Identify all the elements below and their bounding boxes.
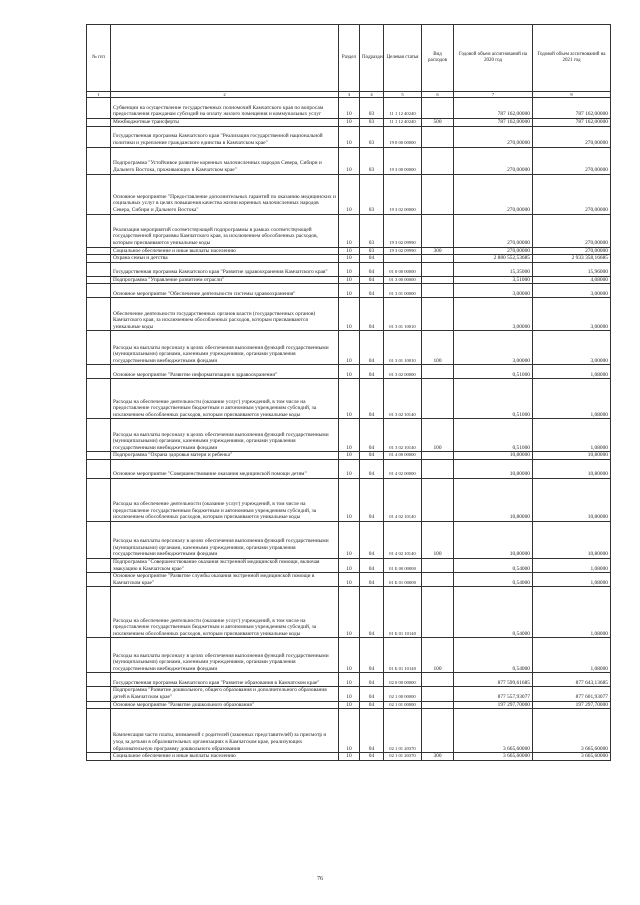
row-podrazdel: 04	[360, 521, 384, 558]
row-target-article: 19 3 02 09990	[384, 214, 422, 247]
row-amount-2020: 270,00000	[454, 126, 533, 147]
row-expense-type	[422, 459, 454, 478]
row-amount-2020: 2 880 552,53685	[454, 255, 533, 263]
row-expense-type: 300	[422, 753, 454, 761]
row-podrazdel: 03	[360, 214, 384, 247]
row-num	[87, 126, 111, 147]
row-target-article: 02 1 01 00000	[384, 701, 422, 709]
row-num	[87, 298, 111, 331]
row-amount-2021: 877 643,13685	[533, 673, 611, 687]
row-podrazdel: 03	[360, 119, 384, 127]
row-razdel: 10	[339, 587, 360, 638]
row-num	[87, 98, 111, 119]
row-razdel: 10	[339, 452, 360, 460]
row-podrazdel: 04	[360, 558, 384, 572]
row-razdel: 10	[339, 255, 360, 263]
row-expense-type	[422, 276, 454, 284]
row-amount-2021: 877 601,93077	[533, 687, 611, 701]
table-row	[87, 701, 611, 709]
table-row	[87, 573, 611, 587]
row-target-article: 01 4 02 10140	[384, 521, 422, 558]
row-razdel: 10	[339, 147, 360, 174]
row-num	[87, 521, 111, 558]
row-razdel: 10	[339, 119, 360, 127]
column-number: 6	[422, 92, 454, 98]
row-name: Подпрограмма "Охрана здоровья матери и ребенка"	[111, 452, 339, 460]
row-name: Охрана семьи и детства	[111, 255, 339, 263]
row-amount-2020: 10,80000	[454, 521, 533, 558]
row-num	[87, 701, 111, 709]
row-target-article: 01 Б 01 10140	[384, 587, 422, 638]
row-amount-2021: 10,80000	[533, 452, 611, 460]
row-amount-2021: 270,00000	[533, 147, 611, 174]
row-name: Основное мероприятие "Обеспечение деятельности системы здравоохранения"	[111, 284, 339, 298]
row-amount-2020: 787 162,00000	[454, 119, 533, 127]
row-num	[87, 638, 111, 673]
column-number: 3	[339, 92, 360, 98]
row-amount-2020: 3,51000	[454, 276, 533, 284]
row-expense-type: 100	[422, 419, 454, 452]
row-name: Реализация мероприятий соответствующей подпрограммы в рамках соответствующей государственной программы Камчатского края, за исключением обособленных расходов, которым присваиваются уникальные коды	[111, 214, 339, 247]
row-name: Расходы на обеспечение деятельности (оказание услуг) учреждений, в том числе на предоставление государственным бюджетным и автономным учреждениям субсидий, за исключением обособленных расходов, которым присваиваются уникальные коды	[111, 587, 339, 638]
row-amount-2021: 1,08000	[533, 558, 611, 572]
row-name: Государственная программа Камчатского края "Развитие здравоохранения Камчатского края"	[111, 262, 339, 276]
row-razdel: 10	[339, 478, 360, 521]
row-podrazdel: 04	[360, 262, 384, 276]
row-razdel: 10	[339, 298, 360, 331]
table-row	[87, 673, 611, 687]
row-num	[87, 284, 111, 298]
row-razdel: 10	[339, 331, 360, 365]
row-razdel: 10	[339, 701, 360, 709]
row-razdel: 10	[339, 673, 360, 687]
table-row	[87, 587, 611, 638]
row-amount-2020: 0,54000	[454, 638, 533, 673]
row-podrazdel: 03	[360, 247, 384, 255]
row-name: Компенсация части платы, взимаемой с родителей (законных представителей) за присмотр и уход за детьми в образовательных организациях в Камчатском крае, реализующих образовательную программу дошкольного образования	[111, 709, 339, 753]
row-podrazdel: 04	[360, 331, 384, 365]
row-podrazdel: 04	[360, 379, 384, 419]
row-target-article: 02 1 01 20370	[384, 753, 422, 761]
row-target-article: 01 0 00 00000	[384, 262, 422, 276]
table-row	[87, 478, 611, 521]
row-amount-2020: 0,51000	[454, 365, 533, 379]
row-amount-2020: 0,51000	[454, 419, 533, 452]
header-row	[87, 25, 611, 92]
row-razdel: 10	[339, 419, 360, 452]
row-amount-2021: 270,00000	[533, 214, 611, 247]
row-amount-2021: 4,08000	[533, 276, 611, 284]
row-name: Расходы на выплаты персоналу в целях обеспечения выполнения функций государственными (муниципальными) органами, казенными учреждениями, органами управления государственными внебюджетными фондами	[111, 419, 339, 452]
row-target-article: 19 0 00 00000	[384, 126, 422, 147]
header-target-article: Целевая статья	[384, 25, 422, 92]
row-razdel: 10	[339, 365, 360, 379]
row-target-article: 19 3 02 00000	[384, 174, 422, 214]
row-name: Основное мероприятие "Развитие информатизации в здравоохранении"	[111, 365, 339, 379]
row-amount-2021: 3,00000	[533, 298, 611, 331]
column-number: 8	[533, 92, 611, 98]
table-row	[87, 126, 611, 147]
header-podrazdel: Подраздел	[360, 25, 384, 92]
row-razdel: 10	[339, 284, 360, 298]
row-num	[87, 276, 111, 284]
column-number: 5	[384, 92, 422, 98]
row-name: Основное мероприятие "Совершенствование оказания медицинской помощи детям"	[111, 459, 339, 478]
row-amount-2021: 3,00000	[533, 331, 611, 365]
row-expense-type	[422, 452, 454, 460]
row-podrazdel: 03	[360, 147, 384, 174]
row-amount-2021: 1,08000	[533, 379, 611, 419]
row-target-article: 01 4 02 00000	[384, 459, 422, 478]
row-target-article: 19 3 02 09990	[384, 247, 422, 255]
row-amount-2020: 0,54000	[454, 573, 533, 587]
row-expense-type: 100	[422, 331, 454, 365]
row-num	[87, 673, 111, 687]
row-amount-2021: 1,08000	[533, 587, 611, 638]
row-target-article: 01 3 02 00000	[384, 365, 422, 379]
row-podrazdel: 04	[360, 298, 384, 331]
row-target-article: 01 4 00 00000	[384, 452, 422, 460]
row-razdel: 10	[339, 521, 360, 558]
row-num	[87, 709, 111, 753]
row-target-article: 02 1 01 20370	[384, 709, 422, 753]
row-expense-type	[422, 365, 454, 379]
table-row	[87, 119, 611, 127]
row-amount-2021: 270,00000	[533, 126, 611, 147]
row-num	[87, 687, 111, 701]
table-row	[87, 98, 611, 119]
header-razdel: Раздел	[339, 25, 360, 92]
row-name: Подпрограмма "Управление развитием отрасли"	[111, 276, 339, 284]
row-amount-2020: 197 297,70000	[454, 701, 533, 709]
row-target-article: 02 0 00 00000	[384, 673, 422, 687]
table-row	[87, 709, 611, 753]
table-row	[87, 558, 611, 572]
row-num	[87, 262, 111, 276]
row-target-article: 01 3 02 10140	[384, 379, 422, 419]
table-row	[87, 247, 611, 255]
row-amount-2020: 877 557,93077	[454, 687, 533, 701]
table-row	[87, 284, 611, 298]
row-num	[87, 753, 111, 761]
table-row	[87, 687, 611, 701]
table-row	[87, 147, 611, 174]
table-row	[87, 276, 611, 284]
row-podrazdel: 03	[360, 126, 384, 147]
row-amount-2020: 0,51000	[454, 379, 533, 419]
row-target-article: 01 4 02 10140	[384, 478, 422, 521]
row-amount-2021: 3 665,60000	[533, 709, 611, 753]
row-amount-2021: 10,80000	[533, 478, 611, 521]
row-expense-type	[422, 284, 454, 298]
row-podrazdel: 04	[360, 276, 384, 284]
row-amount-2020: 3,00000	[454, 298, 533, 331]
row-expense-type: 300	[422, 247, 454, 255]
table-row	[87, 298, 611, 331]
table-row	[87, 214, 611, 247]
row-razdel: 10	[339, 558, 360, 572]
row-razdel: 10	[339, 709, 360, 753]
row-amount-2020: 3 665,60000	[454, 709, 533, 753]
budget-sheet	[86, 24, 610, 761]
row-razdel: 10	[339, 753, 360, 761]
row-amount-2021: 787 162,00000	[533, 119, 611, 127]
row-target-article: 01 3 01 00000	[384, 284, 422, 298]
row-target-article: 01 Б 01 10140	[384, 638, 422, 673]
row-razdel: 10	[339, 247, 360, 255]
row-expense-type	[422, 255, 454, 263]
row-name: Государственная программа Камчатского края "Развитие образования в Камчатском крае"	[111, 673, 339, 687]
table-row	[87, 331, 611, 365]
row-expense-type	[422, 709, 454, 753]
row-name: Расходы на выплаты персоналу в целях обеспечения выполнения функций государственными (муниципальными) органами, казенными учреждениями, органами управления государственными внебюджетными фондами	[111, 521, 339, 558]
column-number: 7	[454, 92, 533, 98]
row-podrazdel: 04	[360, 638, 384, 673]
header-amount-2021: Годовой объем ассигнований на 2021 год	[533, 25, 611, 92]
table-body	[87, 92, 611, 761]
row-amount-2020: 3 665,60000	[454, 753, 533, 761]
table-row	[87, 255, 611, 263]
row-num	[87, 379, 111, 419]
table-row	[87, 262, 611, 276]
row-amount-2021: 1,08000	[533, 638, 611, 673]
row-target-article: 11 1 12 40240	[384, 119, 422, 127]
row-expense-type	[422, 147, 454, 174]
row-expense-type: 500	[422, 119, 454, 127]
row-name: Расходы на обеспечение деятельности (оказание услуг) учреждений, в том числе на предоставление государственным бюджетным и автономным учреждениям субсидий, за исключением обособленных расходов, которым присваиваются уникальные коды	[111, 478, 339, 521]
row-expense-type	[422, 573, 454, 587]
row-amount-2021: 3,00000	[533, 284, 611, 298]
row-expense-type	[422, 673, 454, 687]
row-target-article: 01 3 01 10010	[384, 298, 422, 331]
row-amount-2020: 3,00000	[454, 331, 533, 365]
row-num	[87, 587, 111, 638]
row-num	[87, 147, 111, 174]
row-razdel: 10	[339, 573, 360, 587]
table-row	[87, 419, 611, 452]
row-amount-2020: 0,54000	[454, 587, 533, 638]
row-name: Социальное обеспечение и иные выплаты населению	[111, 753, 339, 761]
row-target-article: 11 1 12 40240	[384, 98, 422, 119]
row-amount-2020: 15,35000	[454, 262, 533, 276]
table-row	[87, 521, 611, 558]
row-name: Подпрограмма "Развитие дошкольного, общего образования и дополнительного образования детей в Камчатском крае"	[111, 687, 339, 701]
row-num	[87, 255, 111, 263]
table-row	[87, 365, 611, 379]
row-target-article: 19 3 00 00000	[384, 147, 422, 174]
row-amount-2020: 877 599,61685	[454, 673, 533, 687]
column-number: 4	[360, 92, 384, 98]
row-expense-type: 100	[422, 521, 454, 558]
row-name: Подпрограмма "Совершенствование оказания экстренной медицинской помощи, включая эвакуацию в Камчатском крае"	[111, 558, 339, 572]
row-name: Межбюджетные трансферты	[111, 119, 339, 127]
row-name: Расходы на обеспечение деятельности (оказание услуг) учреждений, в том числе на предоставление государственным бюджетным и автономным учреждениям субсидий, за исключением обособленных расходов, которым присваиваются уникальные коды	[111, 379, 339, 419]
table-row	[87, 638, 611, 673]
row-num	[87, 214, 111, 247]
row-name: Социальное обеспечение и иные выплаты населению	[111, 247, 339, 255]
budget-table	[86, 24, 611, 761]
row-target-article: 02 1 00 00000	[384, 687, 422, 701]
row-amount-2020: 10,80000	[454, 452, 533, 460]
row-num	[87, 365, 111, 379]
row-podrazdel: 04	[360, 573, 384, 587]
row-amount-2020: 787 162,00000	[454, 98, 533, 119]
row-expense-type	[422, 379, 454, 419]
row-expense-type: 100	[422, 638, 454, 673]
row-expense-type	[422, 587, 454, 638]
row-num	[87, 331, 111, 365]
row-expense-type	[422, 174, 454, 214]
row-expense-type	[422, 214, 454, 247]
row-name: Основное мероприятие "Развитие дошкольного образования"	[111, 701, 339, 709]
row-expense-type	[422, 701, 454, 709]
row-amount-2021: 1,08000	[533, 573, 611, 587]
table-row	[87, 459, 611, 478]
row-amount-2020: 270,00000	[454, 214, 533, 247]
row-amount-2021: 15,96000	[533, 262, 611, 276]
row-expense-type	[422, 262, 454, 276]
row-amount-2021: 1,08000	[533, 365, 611, 379]
row-podrazdel: 04	[360, 459, 384, 478]
row-amount-2021: 787 162,00000	[533, 98, 611, 119]
row-amount-2020: 3,00000	[454, 284, 533, 298]
row-amount-2021: 2 933 358,16685	[533, 255, 611, 263]
row-amount-2021: 10,80000	[533, 459, 611, 478]
table-row	[87, 452, 611, 460]
row-podrazdel: 03	[360, 98, 384, 119]
row-amount-2020: 270,00000	[454, 247, 533, 255]
row-podrazdel: 04	[360, 701, 384, 709]
row-expense-type	[422, 126, 454, 147]
row-target-article: 01 3 02 10140	[384, 419, 422, 452]
row-num	[87, 558, 111, 572]
row-razdel: 10	[339, 98, 360, 119]
row-expense-type	[422, 298, 454, 331]
row-podrazdel: 04	[360, 587, 384, 638]
table-row	[87, 753, 611, 761]
row-razdel: 10	[339, 276, 360, 284]
row-num	[87, 459, 111, 478]
row-target-article	[384, 255, 422, 263]
header-amount-2020: Годовой объем ассигнований на 2020 год	[454, 25, 533, 92]
row-expense-type	[422, 687, 454, 701]
row-amount-2021: 197 297,70000	[533, 701, 611, 709]
row-razdel: 10	[339, 687, 360, 701]
row-target-article: 01 Б 01 00000	[384, 573, 422, 587]
row-razdel: 10	[339, 214, 360, 247]
row-expense-type	[422, 98, 454, 119]
row-name: Государственная программа Камчатского края "Реализация государственной национальной политики и укрепление гражданского единства в Камчатском крае"	[111, 126, 339, 147]
row-amount-2021: 1,08000	[533, 419, 611, 452]
row-amount-2021: 270,00000	[533, 247, 611, 255]
header-name	[111, 25, 339, 92]
row-expense-type	[422, 558, 454, 572]
row-podrazdel: 04	[360, 673, 384, 687]
row-podrazdel: 04	[360, 687, 384, 701]
row-name: Основное мероприятие "Предоставление дополнительных гарантий по оказанию медицинских и социальных услуг в целях повышения качества жизни коренных малочисленных народов Севера, Сибири и Дальнего Востока"	[111, 174, 339, 214]
row-num	[87, 419, 111, 452]
row-podrazdel: 04	[360, 365, 384, 379]
row-razdel: 10	[339, 174, 360, 214]
row-amount-2020: 0,54000	[454, 558, 533, 572]
row-podrazdel: 04	[360, 284, 384, 298]
row-amount-2020: 270,00000	[454, 147, 533, 174]
row-razdel: 10	[339, 638, 360, 673]
column-number: 2	[111, 92, 339, 98]
row-amount-2021: 3 665,60000	[533, 753, 611, 761]
page-number: 76	[317, 876, 323, 882]
row-num	[87, 247, 111, 255]
row-num	[87, 452, 111, 460]
row-num	[87, 478, 111, 521]
row-num	[87, 174, 111, 214]
row-target-article: 01 3 00 00000	[384, 276, 422, 284]
table-row	[87, 174, 611, 214]
header-expense-type: Вид расходов	[422, 25, 454, 92]
row-name: Субвенции на осуществление государственных полномочий Камчатского края по вопросам предоставления гражданам субсидий на оплату жилого помещения и коммунальных услуг	[111, 98, 339, 119]
row-name: Расходы на выплаты персоналу в целях обеспечения выполнения функций государственными (муниципальными) органами, казенными учреждениями, органами управления государственными внебюджетными фондами	[111, 331, 339, 365]
row-razdel: 10	[339, 459, 360, 478]
row-podrazdel: 04	[360, 753, 384, 761]
row-podrazdel: 04	[360, 452, 384, 460]
row-razdel: 10	[339, 379, 360, 419]
row-amount-2020: 10,80000	[454, 478, 533, 521]
row-target-article: 01 Б 00 00000	[384, 558, 422, 572]
row-name: Расходы на выплаты персоналу в целях обеспечения выполнения функций государственными (муниципальными) органами, казенными учреждениями, органами управления государственными внебюджетными фондами	[111, 638, 339, 673]
row-name: Основное мероприятие "Развитие службы оказания экстренной медицинской помощи в Камчатском крае"	[111, 573, 339, 587]
row-name: Обеспечение деятельности государственных органов власти (государственных органов) Камчатского края, за исключением обособленных расходов, которым присваиваются уникальные коды	[111, 298, 339, 331]
row-podrazdel: 04	[360, 255, 384, 263]
row-amount-2020: 270,00000	[454, 174, 533, 214]
row-podrazdel: 04	[360, 478, 384, 521]
row-amount-2020: 10,80000	[454, 459, 533, 478]
row-podrazdel: 04	[360, 419, 384, 452]
row-razdel: 10	[339, 262, 360, 276]
row-amount-2021: 270,00000	[533, 174, 611, 214]
row-podrazdel: 03	[360, 174, 384, 214]
row-amount-2021: 10,80000	[533, 521, 611, 558]
table-row	[87, 379, 611, 419]
column-number: 1	[87, 92, 111, 98]
row-podrazdel: 04	[360, 709, 384, 753]
row-name: Подпрограмма "Устойчивое развитие коренных малочисленных народов Севера, Сибири и Дальнего Востока, проживающих в Камчатском крае"	[111, 147, 339, 174]
row-razdel: 10	[339, 126, 360, 147]
row-expense-type	[422, 478, 454, 521]
header-num: № п/п	[87, 25, 111, 92]
row-num	[87, 119, 111, 127]
row-num	[87, 573, 111, 587]
row-target-article: 01 3 01 10010	[384, 331, 422, 365]
